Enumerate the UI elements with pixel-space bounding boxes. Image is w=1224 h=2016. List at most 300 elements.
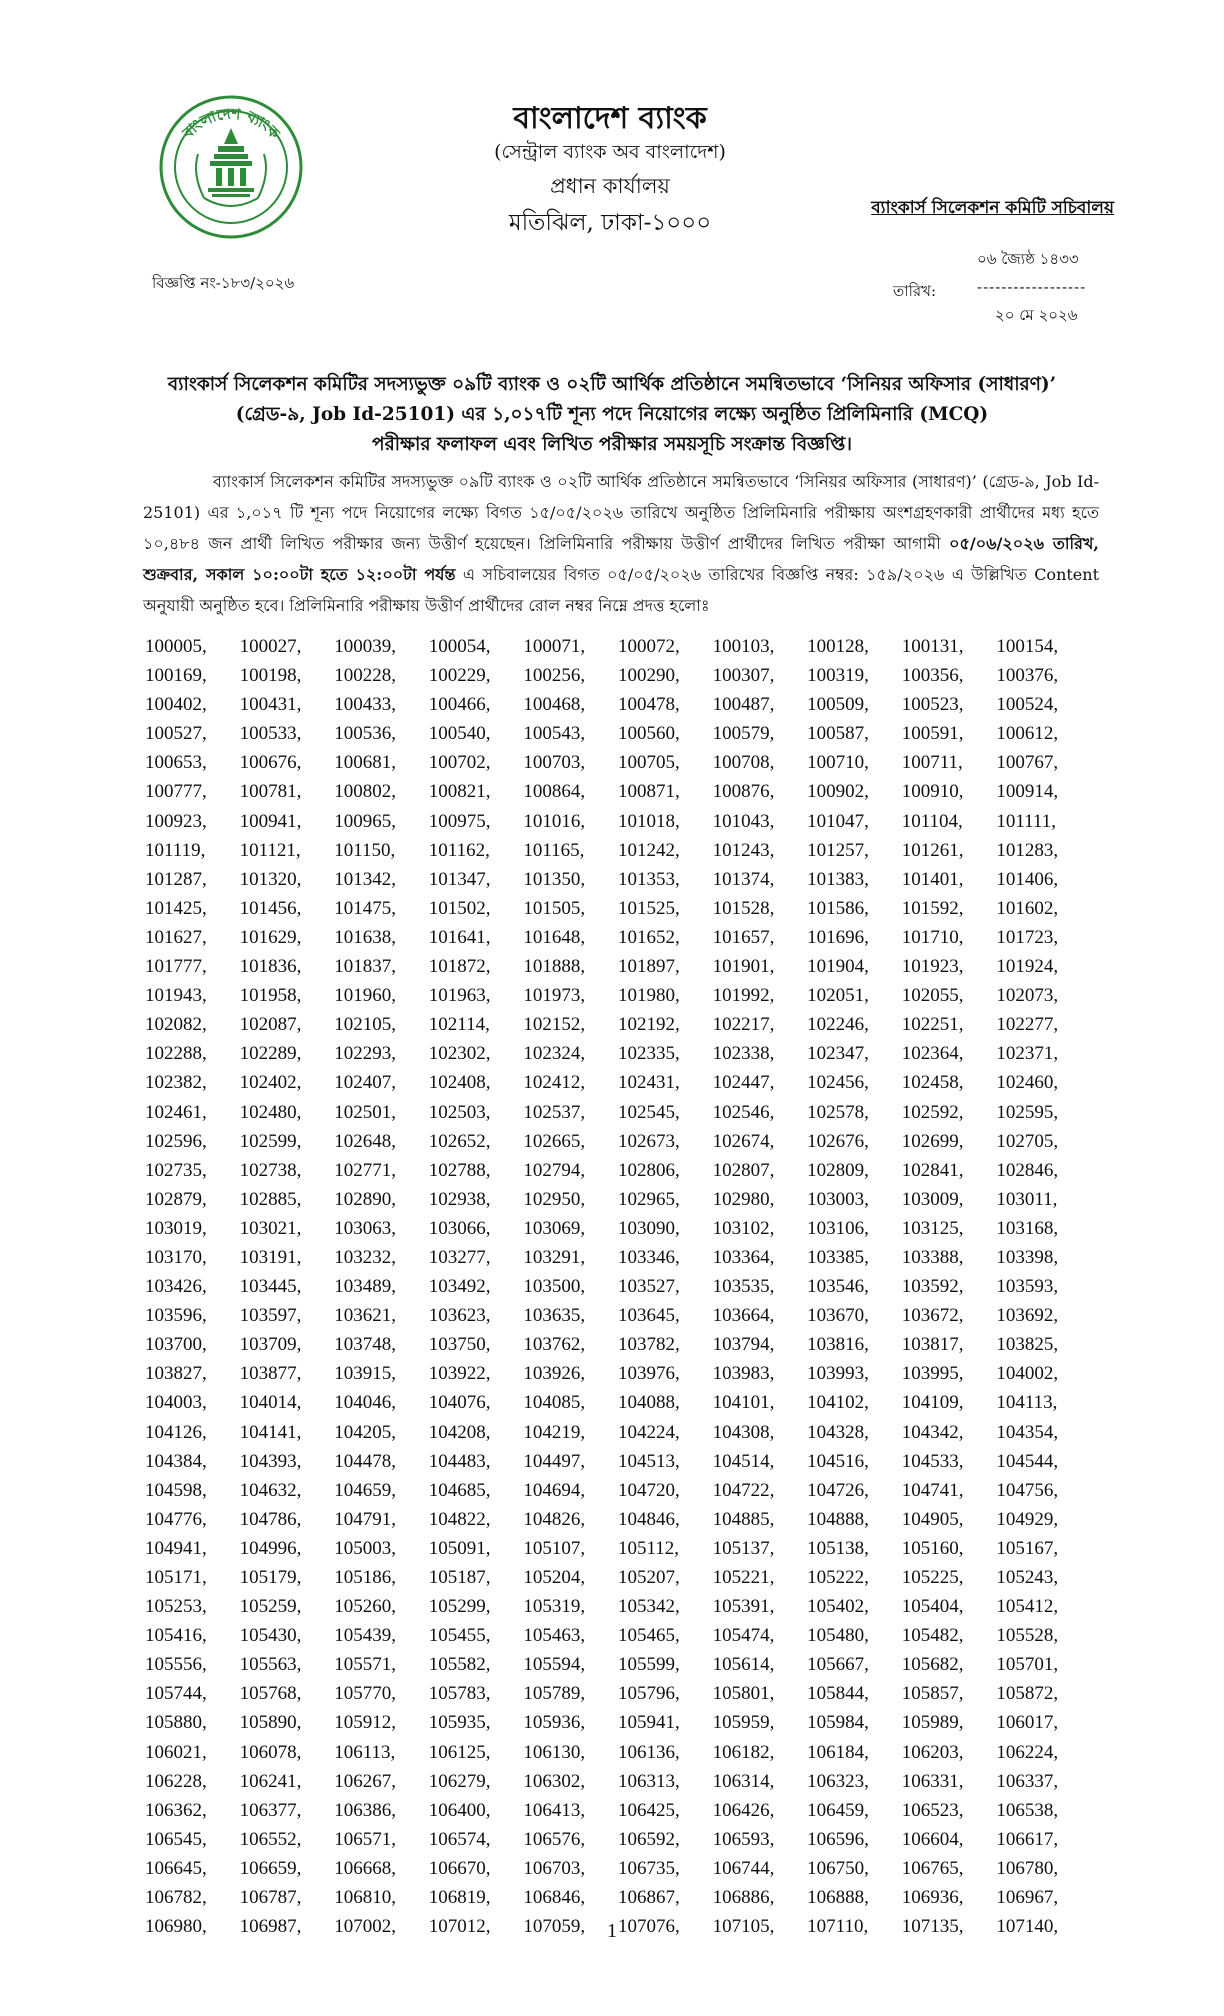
roll-number: 106750, [807,1857,869,1879]
roll-number: 106125, [428,1741,491,1763]
roll-number: 100653, [145,752,207,774]
roll-number: 100767, [996,752,1059,774]
roll-number: 102277, [996,1014,1059,1036]
roll-number: 102480, [239,1101,302,1123]
roll-number: 101456, [239,897,302,919]
roll-row [145,894,1105,923]
roll-number: 100705, [617,752,680,774]
roll-number: 105137, [712,1537,775,1559]
roll-number: 103398, [996,1246,1059,1268]
roll-number: 101652, [617,926,680,948]
roll-row [145,719,1105,748]
roll-row [145,807,1105,836]
roll-number: 103009, [901,1188,964,1210]
roll-number: 100777, [145,781,207,803]
roll-number: 105404, [901,1596,964,1618]
roll-number: 107059, [523,1916,586,1938]
roll-number: 103700, [145,1334,207,1356]
roll-number: 102665, [523,1130,586,1152]
roll-row [145,1185,1105,1214]
roll-number: 106545, [145,1828,207,1850]
roll-row [145,1563,1105,1592]
roll-number: 100821, [428,781,491,803]
roll-number: 106735, [617,1857,680,1879]
roll-row [145,1039,1105,1068]
roll-number: 105857, [901,1683,964,1705]
roll-number: 103816, [807,1334,869,1356]
roll-number: 101992, [712,985,775,1007]
roll-number: 101960, [334,985,396,1007]
roll-number: 102794, [523,1159,586,1181]
roll-number: 102841, [901,1159,964,1181]
roll-number: 105402, [807,1596,869,1618]
roll-number: 104885, [712,1508,775,1530]
roll-number: 104354, [996,1421,1059,1443]
roll-number: 105796, [617,1683,680,1705]
roll-number: 107076, [617,1916,680,1938]
roll-number: 103426, [145,1276,207,1298]
roll-number: 101627, [145,926,207,948]
roll-number: 102965, [617,1188,680,1210]
date-label: তারিখ: [893,282,937,300]
roll-number: 100527, [145,723,207,745]
roll-number: 103915, [334,1363,396,1385]
roll-number: 102431, [617,1072,680,1094]
roll-number: 105253, [145,1596,207,1618]
roll-number: 101525, [617,897,680,919]
roll-number: 105528, [996,1625,1059,1647]
roll-number: 101047, [807,810,869,832]
roll-number: 100703, [523,752,586,774]
roll-number: 102809, [807,1159,869,1181]
roll-number: 103825, [996,1334,1059,1356]
roll-number: 101243, [712,839,775,861]
roll-number: 101943, [145,985,207,1007]
roll-number: 104726, [807,1479,869,1501]
roll-number: 104014, [239,1392,302,1414]
roll-number: 104101, [712,1392,775,1414]
roll-number: 102788, [428,1159,491,1181]
roll-number: 104109, [901,1392,964,1414]
roll-number: 100072, [617,636,680,657]
roll-number: 102705, [996,1130,1059,1152]
roll-number: 103066, [428,1217,491,1239]
roll-number: 101104, [901,810,963,832]
roll-number: 105091, [428,1537,491,1559]
roll-number: 105430, [239,1625,302,1647]
roll-number: 101261, [901,839,964,861]
roll-number: 102246, [807,1014,869,1036]
roll-number: 100536, [334,723,396,745]
roll-number: 104046, [334,1392,396,1414]
roll-number: 102217, [712,1014,775,1036]
roll-number: 106313, [617,1770,680,1792]
roll-number: 100198, [239,665,302,687]
roll-number: 101657, [712,926,775,948]
roll-number: 100802, [334,781,396,803]
roll-number: 101502, [428,897,491,919]
roll-number: 104720, [617,1479,680,1501]
roll-number: 100478, [617,694,680,716]
roll-number: 102885, [239,1188,302,1210]
roll-number: 102114, [428,1014,490,1036]
roll-number: 100941, [239,810,302,832]
roll-number: 103011, [996,1188,1058,1210]
roll-number: 101162, [428,839,490,861]
roll-number: 107110, [807,1916,869,1938]
roll-number: 107140, [996,1916,1059,1938]
roll-number: 103995, [901,1363,964,1385]
office-address: মতিঝিল, ঢাকা-১০০০ [508,210,712,236]
roll-number: 102879, [145,1188,207,1210]
roll-number: 104514, [712,1450,775,1472]
roll-number: 106782, [145,1887,207,1909]
roll-number: 106078, [239,1741,302,1763]
roll-number: 104126, [145,1421,207,1443]
roll-number: 104393, [239,1450,302,1472]
roll-number: 101425, [145,897,207,919]
roll-number: 100376, [996,665,1059,687]
roll-number: 106331, [901,1770,964,1792]
roll-number: 105179, [239,1567,302,1588]
notice-body [143,466,1099,621]
roll-number: 100864, [523,781,586,803]
roll-row [145,1767,1105,1796]
office-name: প্রধান কার্যালয় [550,174,670,198]
roll-number: 103877, [239,1363,302,1385]
roll-number: 101958, [239,985,302,1007]
roll-row [145,1359,1105,1388]
roll-number: 100005, [145,636,207,657]
roll-number: 106413, [523,1799,586,1821]
roll-number: 106645, [145,1857,207,1879]
roll-number: 106819, [428,1887,491,1909]
roll-number: 101963, [428,985,491,1007]
roll-number: 100468, [523,694,586,716]
roll-number: 100356, [901,665,964,687]
roll-number: 106744, [712,1857,775,1879]
roll-number: 106386, [334,1799,396,1821]
roll-number: 100071, [523,636,586,657]
roll-number: 106136, [617,1741,680,1763]
roll-row [145,952,1105,981]
roll-row [145,1418,1105,1447]
roll-number: 105138, [807,1537,869,1559]
roll-row [145,632,1105,661]
roll-number: 100702, [428,752,491,774]
roll-number: 104791, [334,1508,396,1530]
roll-number: 103535, [712,1276,775,1298]
roll-number: 102408, [428,1072,491,1094]
roll-number: 103003, [807,1188,869,1210]
roll-number: 102087, [239,1014,302,1036]
roll-number: 102051, [807,985,869,1007]
roll-number: 103596, [145,1305,207,1327]
roll-number: 105003, [334,1537,396,1559]
roll-number: 102545, [617,1101,680,1123]
roll-number: 100524, [996,694,1059,716]
roll-number: 101836, [239,956,302,978]
roll-number: 106659, [239,1857,302,1879]
roll-number: 103709, [239,1334,302,1356]
roll-number: 105204, [523,1567,586,1588]
roll-number: 103291, [523,1246,586,1268]
roll-row [145,923,1105,952]
roll-number: 103546, [807,1276,869,1298]
roll-number: 104076, [428,1392,491,1414]
roll-number: 106571, [334,1828,396,1850]
roll-row [145,1388,1105,1417]
roll-number: 105701, [996,1654,1059,1676]
roll-number: 101528, [712,897,775,919]
roll-row [145,1098,1105,1127]
roll-number: 100229, [428,665,491,687]
roll-number: 102596, [145,1130,207,1152]
roll-number: 103346, [617,1246,680,1268]
notice-number: বিজ্ঞপ্তি নং-১৮৩/২০২৬ [152,274,295,292]
logo-arc-text: বাংলাদেশ ব্যাংক [179,104,284,143]
roll-number: 100466, [428,694,491,716]
roll-number: 102371, [996,1043,1059,1065]
roll-number: 103664, [712,1305,775,1327]
roll-number: 103527, [617,1276,680,1298]
roll-number: 100128, [807,636,869,657]
roll-number: 100256, [523,665,586,687]
roll-number: 107002, [334,1916,396,1938]
roll-number: 104002, [996,1363,1059,1385]
roll-number: 104694, [523,1479,586,1501]
roll-number: 100543, [523,723,586,745]
roll-number: 105474, [712,1625,775,1647]
roll-number: 101641, [428,926,491,948]
roll-number: 100914, [996,781,1059,803]
roll-number: 103492, [428,1276,491,1298]
roll-number: 105455, [428,1625,491,1647]
date-gregorian: ২০ মে ২০২৬ [995,306,1078,324]
roll-number: 100103, [712,636,775,657]
roll-number: 106426, [712,1799,775,1821]
roll-number: 105243, [996,1567,1059,1588]
roll-number: 106593, [712,1828,775,1850]
roll-number: 105594, [523,1654,586,1676]
roll-number: 102950, [523,1188,586,1210]
roll-number: 104786, [239,1508,302,1530]
roll-number: 105844, [807,1683,869,1705]
roll-number: 105989, [901,1712,964,1734]
roll-row [145,1825,1105,1854]
roll-number: 102592, [901,1101,964,1123]
roll-number: 104224, [617,1421,680,1443]
roll-number: 101923, [901,956,964,978]
roll-number: 102407, [334,1072,396,1094]
roll-number: 101383, [807,868,869,890]
roll-number: 105480, [807,1625,869,1647]
roll-number: 104632, [239,1479,302,1501]
roll-number: 103817, [901,1334,964,1356]
roll-number: 106323, [807,1770,869,1792]
roll-number: 100612, [996,723,1059,745]
roll-number: 105783, [428,1683,491,1705]
roll-number: 106203, [901,1741,964,1763]
roll-number: 101696, [807,926,869,948]
roll-number: 104102, [807,1392,869,1414]
roll-number: 101872, [428,956,491,978]
title-line-2: (গ্রেড-৯, Job Id-25101) এর ১,০১৭টি শূন্য পদে নিয়োগের লক্ষ্যে অনুষ্ঠিত প্রিলিমিনারি (MCQ) [235,404,989,425]
roll-number: 105186, [334,1567,396,1588]
roll-number: 104205, [334,1421,396,1443]
roll-number: 106787, [239,1887,302,1909]
roll-number: 105984, [807,1712,869,1734]
roll-number: 105682, [901,1654,964,1676]
roll-number: 105941, [617,1712,680,1734]
roll-number: 105744, [145,1683,207,1705]
roll-number: 100923, [145,810,207,832]
roll-number: 101347, [428,868,491,890]
roll-number: 104516, [807,1450,869,1472]
roll-row [145,865,1105,894]
roll-number: 102578, [807,1101,869,1123]
roll-number: 105160, [901,1537,964,1559]
roll-number: 101980, [617,985,680,1007]
roll-number: 107105, [712,1916,775,1938]
roll-number: 105563, [239,1654,302,1676]
roll-number: 100781, [239,781,302,803]
title-line-1: ব্যাংকার্স সিলেকশন কমিটির সদস্যভুক্ত ০৯টি ব্যাংক ও ০২টি আর্থিক প্রতিষ্ঠানে সমন্বিতভাবে ‘সিনিয়র অফিসার (সাধারণ)’ [167,374,1057,395]
roll-number: 103170, [145,1246,207,1268]
roll-number: 102338, [712,1043,775,1065]
roll-number: 101897, [617,956,680,978]
roll-number: 106400, [428,1799,491,1821]
roll-number: 104659, [334,1479,396,1501]
roll-number: 102288, [145,1043,207,1065]
roll-number: 101901, [712,956,775,978]
roll-number: 105112, [617,1537,680,1559]
body-part-2: এ সচিবালয়ের বিগত ০৫/০৫/২০২৬ তারিখের বিজ্ঞপ্তি নম্বর: ১৫৯/২০২৬ এ উল্লিখিত Content অনুযায়ী অনুষ্ঠিত হবে। প্রিলিমিনারি পরীক্ষায় উত্তীর্ণ প্রার্থীদের রোল নম্বর নিম্নে প্রদত্ত হলোঃ [143,565,1099,615]
roll-number: 105107, [523,1537,586,1559]
roll-number: 102648, [334,1130,396,1152]
roll-number: 107012, [428,1916,491,1938]
roll-number: 100487, [712,694,775,716]
roll-row [145,661,1105,690]
roll-row [145,690,1105,719]
roll-number: 101777, [145,956,207,978]
roll-number: 103592, [901,1276,964,1298]
roll-number: 106314, [712,1770,775,1792]
roll-number: 106224, [996,1741,1059,1763]
roll-row [145,1796,1105,1825]
roll-number: 102980, [712,1188,775,1210]
roll-number: 102460, [996,1072,1059,1094]
roll-number: 101016, [523,810,586,832]
roll-number: 102302, [428,1043,491,1065]
roll-number: 103125, [901,1217,964,1239]
roll-number: 106596, [807,1828,869,1850]
body-part-1: ব্যাংকার্স সিলেকশন কমিটির সদস্যভুক্ত ০৯টি ব্যাংক ও ০২টি আর্থিক প্রতিষ্ঠানে সমন্বিতভাবে ‘সিনিয়র অফিসার (সাধারণ)’ (গ্রেড-৯, Job Id-25101) এর ১,০১৭ টি শূন্য পদে নিয়োগের লক্ষ্যে বিগত ১৫/০৫/২০২৬ তারিখে অনুষ্ঠিত প্রিলিমিনারি পরীক্ষায় অংশগ্রহণকারী প্রার্থীদের মধ্য হতে ১০,৪৮৪ জন প্রার্থী লিখিত পরীক্ষার জন্য উত্তীর্ণ হয়েছেন। প্রিলিমিনারি পরীক্ষায় উত্তীর্ণ প্রার্থীদের লিখিত পরীক্ষা আগামী [143,472,1099,553]
roll-number: 106592, [617,1828,680,1850]
roll-row [145,1476,1105,1505]
roll-number: 105412, [996,1596,1059,1618]
roll-number: 106362, [145,1799,207,1821]
roll-number: 106987, [239,1916,302,1938]
roll-number: 102846, [996,1159,1059,1181]
roll-number: 106552, [239,1828,302,1850]
roll-number: 105342, [617,1596,680,1618]
roll-number: 105936, [523,1712,586,1734]
roll-number: 101320, [239,868,302,890]
roll-number: 100708, [712,752,775,774]
roll-row [145,1650,1105,1679]
roll-number: 106765, [901,1857,964,1879]
roll-number: 104088, [617,1392,680,1414]
roll-number: 102447, [712,1072,775,1094]
roll-number: 106888, [807,1887,869,1909]
roll-number: 102599, [239,1130,302,1152]
roll-number: 106017, [996,1712,1059,1734]
roll-number: 102652, [428,1130,491,1152]
roll-number: 102735, [145,1159,207,1181]
roll-number: 102105, [334,1014,396,1036]
roll-number: 105465, [617,1625,680,1647]
roll-number: 103976, [617,1363,680,1385]
roll-number: 107135, [901,1916,964,1938]
roll-row [145,981,1105,1010]
roll-number: 100587, [807,723,869,745]
roll-row [145,1010,1105,1039]
roll-number: 104141, [239,1421,302,1443]
roll-number: 106302, [523,1770,586,1792]
roll-number: 104219, [523,1421,586,1443]
roll-number: 103090, [617,1217,680,1239]
roll-number: 103364, [712,1246,775,1268]
roll-row [145,1708,1105,1737]
roll-number: 105259, [239,1596,302,1618]
roll-row [145,1592,1105,1621]
roll-number: 105571, [334,1654,396,1676]
roll-number: 105167, [996,1537,1059,1559]
roll-number: 102546, [712,1101,775,1123]
roll-number: 103102, [712,1217,775,1239]
roll-number: 103019, [145,1217,207,1239]
roll-number: 102890, [334,1188,396,1210]
roll-number: 106867, [617,1887,680,1909]
roll-number: 100433, [334,694,396,716]
roll-number: 106228, [145,1770,207,1792]
roll-number: 104384, [145,1450,207,1472]
roll-number: 101257, [807,839,869,861]
roll-number: 102938, [428,1188,491,1210]
roll-row [145,1679,1105,1708]
roll-row [145,1156,1105,1185]
roll-number: 100540, [428,723,491,745]
roll-number: 106617, [996,1828,1059,1850]
roll-number: 106459, [807,1799,869,1821]
roll-number: 105912, [334,1712,396,1734]
roll-number: 104776, [145,1508,207,1530]
roll-number: 101629, [239,926,302,948]
roll-row [145,1621,1105,1650]
roll-number: 104905, [901,1508,964,1530]
roll-number: 101401, [901,868,964,890]
roll-number: 106523, [901,1799,964,1821]
roll-number: 103794, [712,1334,775,1356]
roll-number: 100965, [334,810,396,832]
roll-number: 103388, [901,1246,964,1268]
roll-number: 105935, [428,1712,491,1734]
roll-number: 100169, [145,665,207,687]
roll-number: 105319, [523,1596,586,1618]
roll-number: 100509, [807,694,869,716]
roll-number: 101924, [996,956,1059,978]
